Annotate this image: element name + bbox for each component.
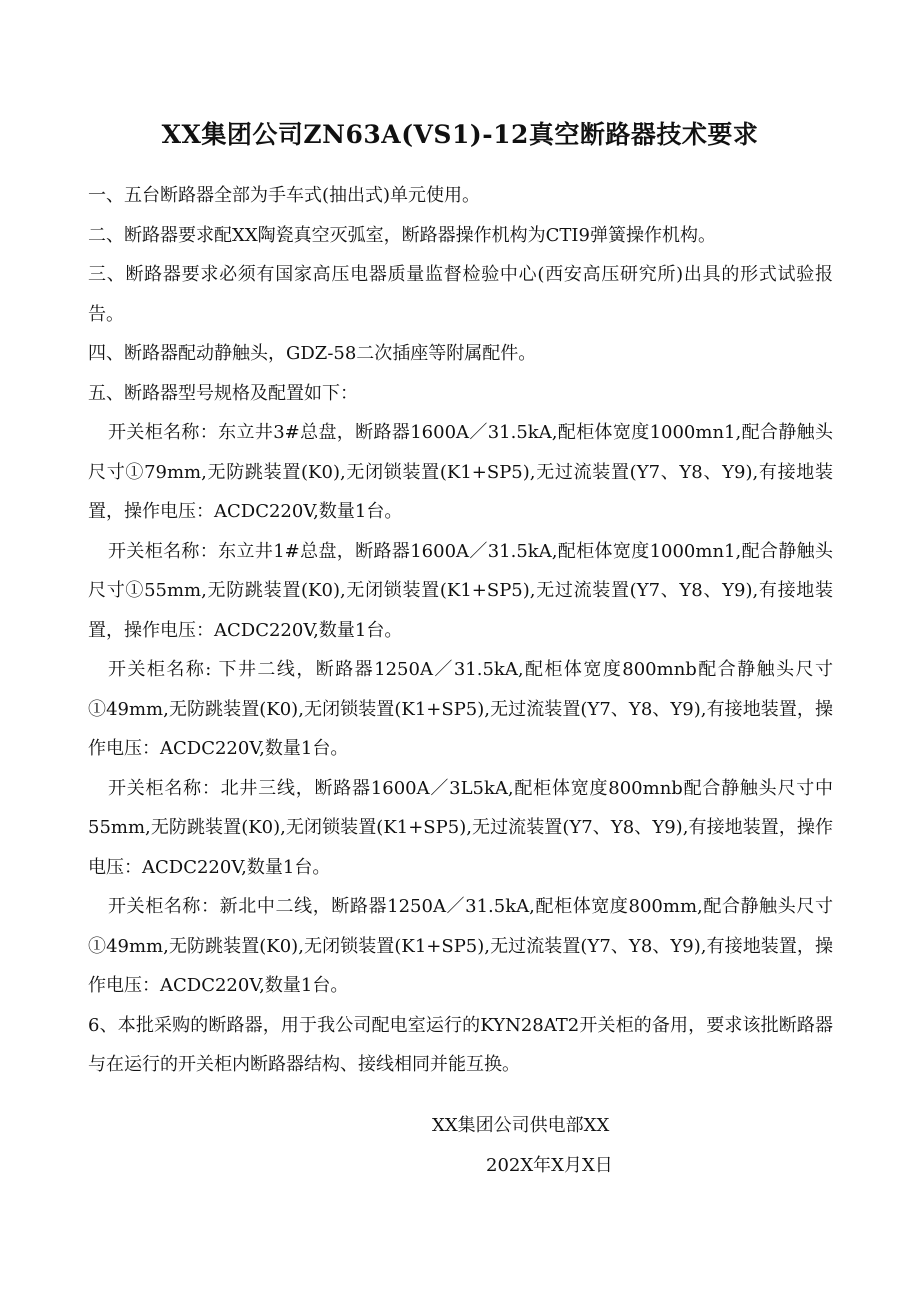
requirement-item-6: 6、本批采购的断路器，用于我公司配电室运行的KYN28AT2开关柜的备用，要求该批断路器与在运行的开关柜内断路器结构、接线相同并能互换。 [88,1014,833,1075]
signature-date: 202X年X月X日 [486,1155,613,1176]
switchgear-spec-4: 开关柜名称：北井三线，断路器1600A／3L5kA,配柜体宽度800mnb配合静触头尺寸中55mm,无防跳装置(K0),无闭锁装置(K1+SP5),无过流装置(Y7、Y8、Y9),有接地装置，操作电压：ACDC220V,数量1台。 [88,777,833,878]
switchgear-spec-3: 开关柜名称: 下井二线，断路器1250A／31.5kA,配柜体宽度800mnb配合静触头尺寸①49mm,无防跳装置(K0),无闭锁装置(K1+SP5),无过流装置(Y7、Y8、Y9),有接地装置，操作电压：ACDC220V,数量1台。 [88,659,833,759]
signature-organization: XX集团公司供电部XX [432,1115,610,1136]
requirement-item-3: 三、断路器要求必须有国家高压电器质量监督检验中心(西安高压研究所)出具的形式试验报告。 [88,264,833,325]
switchgear-spec-2: 开关柜名称：东立井1#总盘，断路器1600A／31.5kA,配柜体宽度1000mn1,配合静触头尺寸①55mm,无防跳装置(K0),无闭锁装置(K1+SP5),无过流装置(Y7、Y8、Y9),有接地装置，操作电压：ACDC220V,数量1台。 [88,540,833,641]
document-body [88,176,833,1085]
requirement-item-5: 五、断路器型号规格及配置如下： [88,382,358,404]
switchgear-spec-5: 开关柜名称：新北中二线，断路器1250A／31.5kA,配柜体宽度800mm,配合静触头尺寸①49mm,无防跳装置(K0),无闭锁装置(K1+SP5),无过流装置(Y7、Y8、Y9),有接地装置，操作电压：ACDC220V,数量1台。 [88,896,833,996]
requirement-item-4: 四、断路器配动静触头，GDZ-58二次插座等附属配件。 [88,343,537,364]
switchgear-spec-1: 开关柜名称：东立井3#总盘，断路器1600A／31.5kA,配柜体宽度1000mn1,配合静触头尺寸①79mm,无防跳装置(K0),无闭锁装置(K1+SP5),无过流装置(Y7、Y8、Y9),有接地装置，操作电压：ACDC220V,数量1台。 [88,422,833,522]
document-title: XX集团公司ZN63A(VS1)-12真空断路器技术要求 [161,120,759,149]
requirement-item-1: 一、五台断路器全部为手车式(抽出式)单元使用。 [88,185,481,206]
requirement-item-2: 二、断路器要求配XX陶瓷真空灭弧室，断路器操作机构为CTI9弹簧操作机构。 [88,224,716,246]
